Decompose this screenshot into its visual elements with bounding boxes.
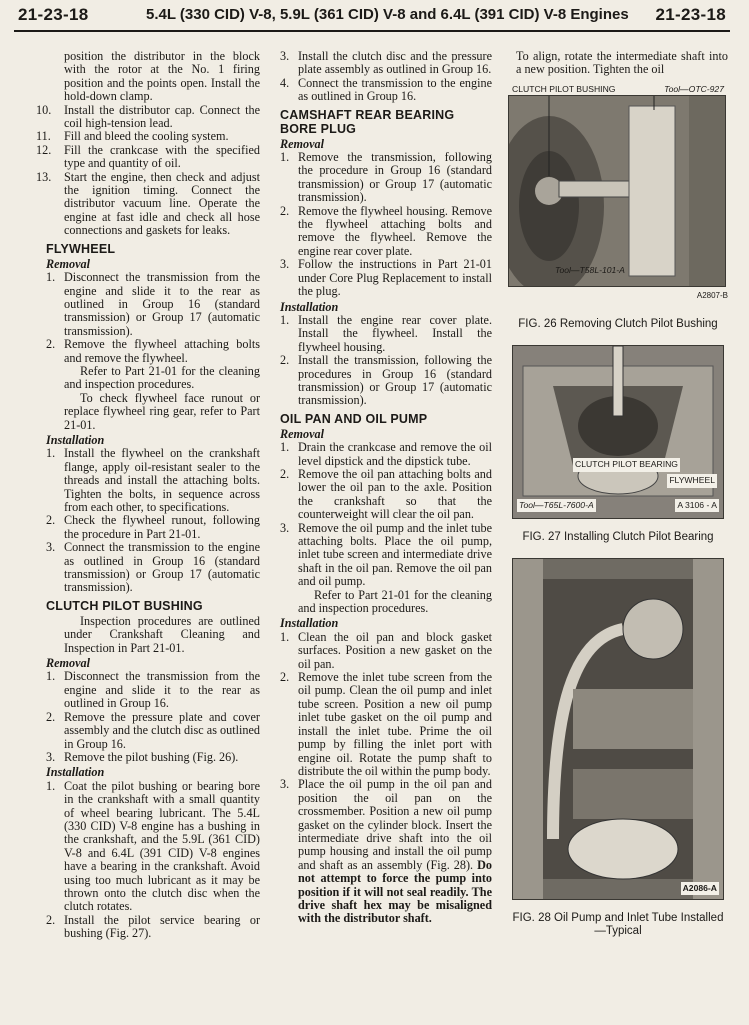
warning-text: Do not attempt to force the pump into position if it will not seal readily. The drive shaft hex may be misaligned with the distributor shaft. bbox=[298, 857, 493, 926]
list-item: 1. Remove the transmission, following the procedure in Group 16 (standard transmission) or Group 17 (automatic transmission). bbox=[280, 150, 492, 205]
list-item: 3. Remove the pilot bushing (Fig. 26). bbox=[46, 749, 239, 764]
subheading: Installation bbox=[46, 432, 105, 447]
list-item: 1. Disconnect the transmission from the engine and slide it to the rear as outlined in Group 16 (standard transmission) or Group 17 (automatic transmission). bbox=[46, 270, 260, 338]
fig28-ref: A2086-A bbox=[681, 882, 719, 895]
column-3 bbox=[508, 50, 728, 938]
section-heading: FLYWHEEL bbox=[46, 241, 116, 256]
subheading: Installation bbox=[280, 616, 339, 631]
fig27-label-tool: Tool—T65L-7600-A bbox=[517, 499, 596, 512]
list-item: 2. Remove the inlet tube screen from the oil pump. Clean the oil pump and inlet tube screen. Position a new oil pump inlet tube gasket on the oil pump and install the inlet tube. Prime the oil pump by filling the inlet port with engine oil. Rotate the pump shaft to distribute the oil within the pump body. bbox=[280, 670, 492, 778]
list-item: 11. Fill and bleed the cooling system. bbox=[36, 129, 229, 144]
subheading: Removal bbox=[280, 136, 325, 151]
list-item: 3. Connect the transmission to the engine as outlined in Group 16 (standard transmission) or Group 17 (automatic transmission). bbox=[46, 540, 260, 595]
list-item: 2. Remove the flywheel attaching bolts and remove the flywheel. bbox=[46, 337, 260, 365]
paragraph: Refer to Part 21-01 for the cleaning and inspection procedures. bbox=[64, 363, 260, 392]
fig27-illustration bbox=[513, 346, 723, 518]
column-1 bbox=[36, 49, 260, 941]
fig26-label-tool-bottom: Tool—T58L-101-A bbox=[555, 265, 625, 276]
fig26-caption: FIG. 26 Removing Clutch Pilot Bushing bbox=[518, 318, 718, 331]
list-item: 1. Drain the crankcase and remove the oil level dipstick and the dipstick tube. bbox=[280, 440, 492, 468]
paragraph: To check flywheel face runout or replace flywheel ring gear, refer to Part 21-01. bbox=[64, 390, 260, 432]
list-item: 2. Install the pilot service bearing or bushing (Fig. 27). bbox=[46, 912, 260, 941]
fig28-illustration bbox=[513, 559, 723, 899]
list-item: 3. Place the oil pump in the oil pan and position the oil pan on the crossmember. Position a new oil pump gasket on the cylinder block. Insert the intermediate drive shaft into the oil pump housing and install the oil pump and shaft as an assembly (Fig. 28). Do not attempt to force the pump into position if it will not seal readily. The drive shaft hex may be misaligned with the distributor shaft. bbox=[280, 777, 493, 926]
list-item: 1. Disconnect the transmission from the engine and slide it to the rear as outlined in Group 16. bbox=[46, 669, 260, 711]
fig26-photo bbox=[508, 95, 726, 287]
fig26-label-tool: Tool—OTC-927 bbox=[664, 83, 724, 94]
fig28-photo bbox=[512, 558, 724, 900]
page-number-left: 21-23-18 bbox=[18, 5, 89, 24]
list-item: 1. Clean the oil pan and block gasket surfaces. Position a new gasket on the oil pan. bbox=[280, 629, 492, 671]
fig26-illustration bbox=[509, 96, 725, 286]
subheading: Removal bbox=[46, 656, 91, 671]
fig26-label-bushing: CLUTCH PILOT BUSHING bbox=[512, 83, 616, 94]
subheading: Removal bbox=[280, 426, 325, 441]
section-heading: CAMSHAFT REAR BEARING BORE PLUG bbox=[280, 107, 455, 136]
list-item: 10. Install the distributor cap. Connect the coil high-tension lead. bbox=[36, 102, 260, 131]
list-item: 12. Fill the crankcase with the specified type and quantity of oil. bbox=[36, 142, 260, 171]
fig27-ref: A 3106 - A bbox=[675, 499, 719, 512]
header-title: 5.4L (330 CID) V-8, 5.9L (361 CID) V-8 and 6.4L (391 CID) V-8 Engines bbox=[146, 6, 629, 23]
section-heading: CLUTCH PILOT BUSHING bbox=[46, 598, 203, 613]
list-item: 13. Start the engine, then check and adjust the ignition timing. Connect the distributor vacuum line. Operate the engine at fast idle and check all hose connections and gaskets for leaks. bbox=[36, 169, 260, 238]
list-item: 2. Remove the pressure plate and cover assembly and the clutch disc as outlined in Group 16. bbox=[46, 709, 260, 751]
subheading: Installation bbox=[46, 765, 105, 780]
fig27-label-bearing: CLUTCH PILOT BEARING bbox=[573, 458, 680, 471]
fig28-caption: FIG. 28 Oil Pump and Inlet Tube Installed—Typical bbox=[512, 912, 724, 938]
column-2 bbox=[280, 50, 492, 926]
list-item: 2. Install the transmission, following the procedures in Group 16 (standard transmission) or Group 17 (automatic transmission). bbox=[280, 353, 492, 408]
list-item: 2. Remove the flywheel housing. Remove the flywheel attaching bolts and remove the flywheel. Remove the engine rear cover plate. bbox=[280, 203, 492, 258]
subheading: Installation bbox=[280, 299, 339, 314]
section-heading: OIL PAN AND OIL PUMP bbox=[280, 411, 428, 426]
fig26-top-labels bbox=[508, 81, 728, 95]
fig26-ref: A2807-B bbox=[696, 290, 728, 300]
subheading: Removal bbox=[46, 256, 91, 271]
list-item: 2. Check the flywheel runout, following the procedure in Part 21-01. bbox=[46, 513, 260, 541]
list-item: 3. Follow the instructions in Part 21-01 under Core Plug Replacement to install the plug. bbox=[280, 257, 492, 299]
paragraph: To align, rotate the intermediate shaft into a new position. Tighten the oil bbox=[516, 49, 728, 77]
list-item: 3. Remove the oil pump and the inlet tube attaching bolts. Place the oil pump, inlet tube screen and intermediate drive shaft in the oil pan. Remove the oil pan and oil pump. bbox=[280, 520, 492, 589]
page-header bbox=[14, 0, 730, 32]
list-item: 1. Install the engine rear cover plate. Install the flywheel. Install the flywheel housing. bbox=[280, 312, 492, 354]
list-item: 1. Coat the pilot bushing or bearing bore in the crankshaft with a small quantity of wheel bearing lubricant. The 5.4L (330 CID) V-8 engine has a bushing in the crankshaft, and the 5.9L (361 CID) V-8 and 6.4L (391 CID) V-8 engines have a bearing in the crankshaft. Avoid using too much lubricant as it may be thrown onto the clutch disc when the clutch rotates. bbox=[46, 778, 260, 914]
list-item: 4. Connect the transmission to the engine as outlined in Group 16. bbox=[280, 75, 492, 104]
fig27-photo bbox=[512, 345, 724, 519]
paragraph: Inspection procedures are outlined under Crankshaft Cleaning and Inspection in Part 21-01. bbox=[64, 613, 260, 655]
paragraph: Refer to Part 21-01 for the cleaning and inspection procedures. bbox=[298, 587, 492, 616]
list-item: 3. Install the clutch disc and the pressure plate assembly as outlined in Group 16. bbox=[280, 49, 492, 77]
list-item: 2. Remove the oil pan attaching bolts and lower the oil pan to the axle. Position the crankshaft so that the counterweight will clear the oil pan. bbox=[280, 466, 492, 522]
fig27-label-flywheel: FLYWHEEL bbox=[667, 474, 717, 487]
list-item: 1. Install the flywheel on the crankshaft flange, apply oil-resistant sealer to the threads and install the attaching bolts. Tighten the bolts, in sequence across from each other, to specifications. bbox=[46, 446, 260, 514]
fig27-caption: FIG. 27 Installing Clutch Pilot Bearing bbox=[522, 531, 714, 544]
paragraph: position the distributor in the block with the rotor at the No. 1 firing position and the points open. Install the hold-down clamp. bbox=[64, 49, 260, 104]
page-number-right: 21-23-18 bbox=[655, 5, 726, 24]
